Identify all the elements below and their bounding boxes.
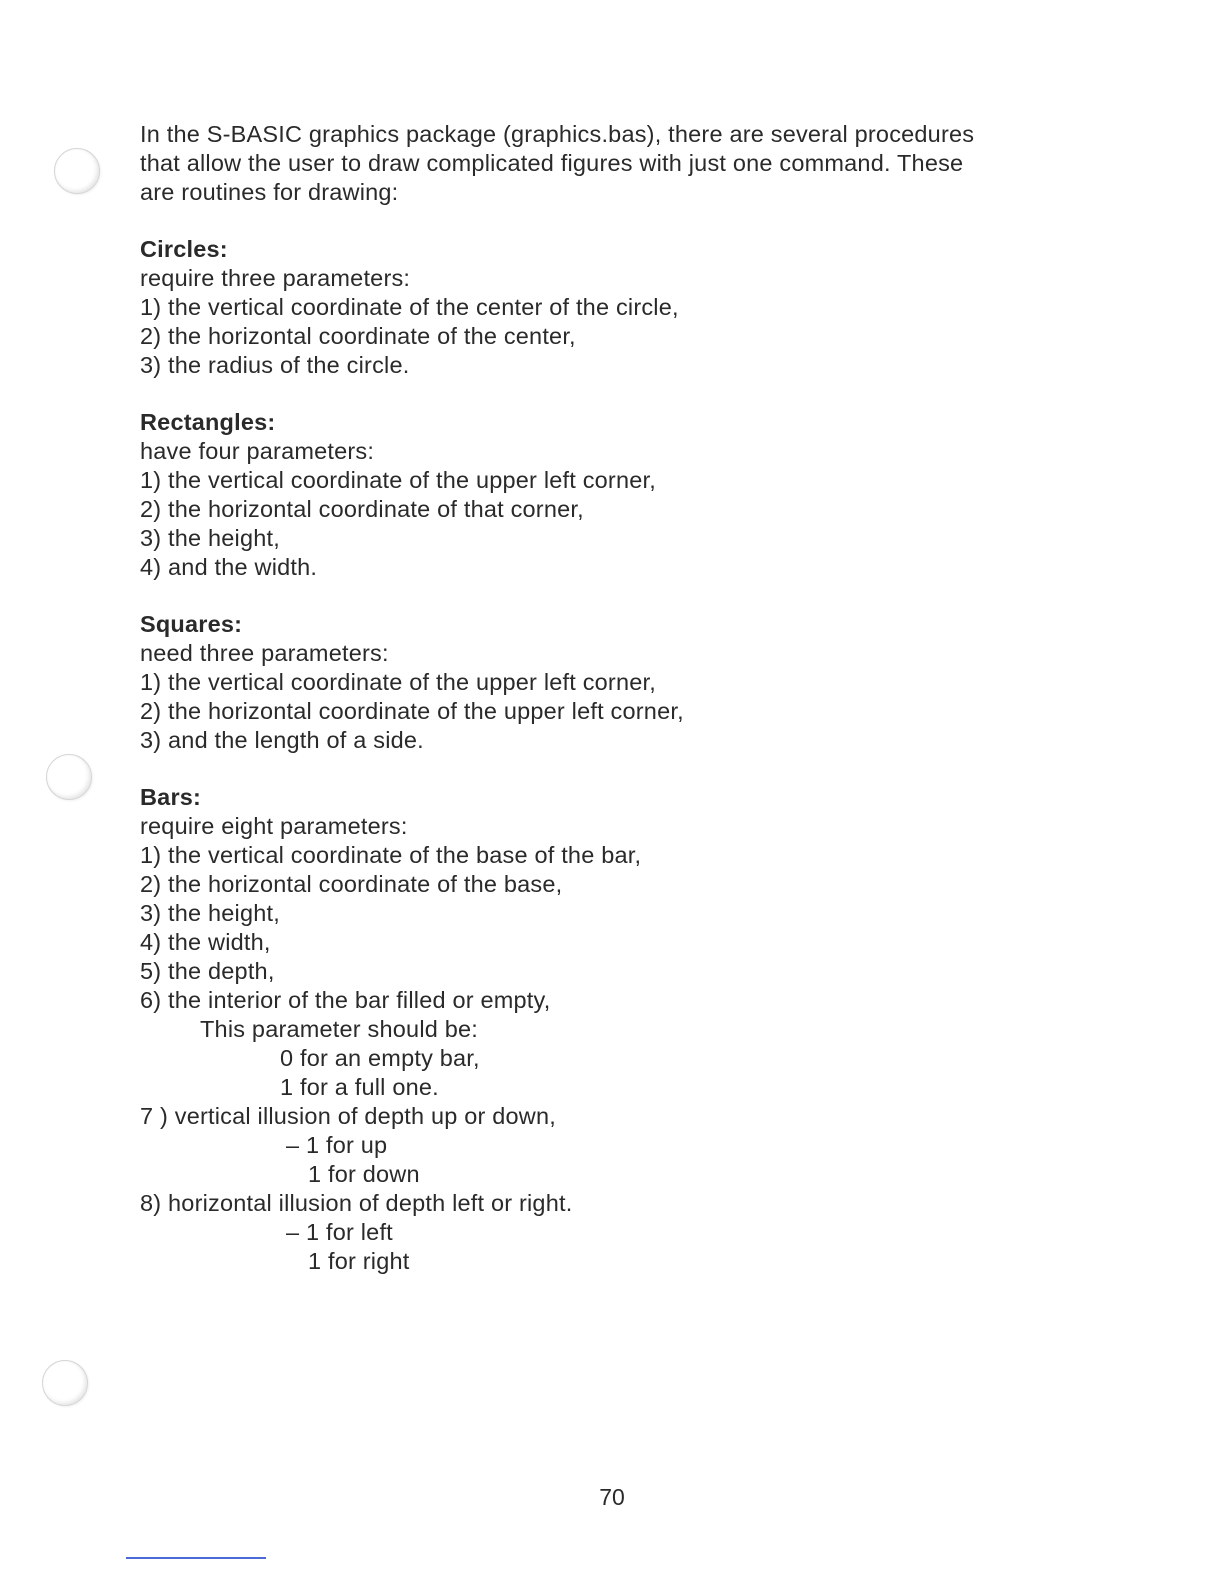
bars-param6-note: This parameter should be:	[200, 1016, 479, 1042]
circles-section	[140, 235, 1080, 380]
bars-param7: 7 ) vertical illusion of depth up or down,	[140, 1103, 556, 1129]
page-content	[140, 120, 1080, 1304]
squares-heading: Squares:	[140, 611, 243, 637]
circles-line: 2) the horizontal coordinate of the center,	[140, 323, 576, 349]
circles-line: 1) the vertical coordinate of the center of the circle,	[140, 294, 679, 320]
circles-line: 3) the radius of the circle.	[140, 352, 410, 378]
squares-line: 2) the horizontal coordinate of the upper left corner,	[140, 698, 684, 724]
squares-section	[140, 610, 1080, 755]
circles-heading: Circles:	[140, 236, 228, 262]
bars-param8: 8) horizontal illusion of depth left or right.	[140, 1190, 573, 1216]
bars-section	[140, 783, 1080, 1276]
binder-hole	[42, 1360, 88, 1406]
intro-line: that allow the user to draw complicated figures with just one command. These	[140, 150, 964, 176]
rectangles-line: have four parameters:	[140, 438, 375, 464]
bars-line: 4) the width,	[140, 929, 271, 955]
bars-param7-option: 1 for down	[308, 1161, 420, 1187]
intro-line: In the S-BASIC graphics package (graphics.bas), there are several procedures	[140, 121, 975, 147]
rectangles-heading: Rectangles:	[140, 409, 276, 435]
bars-line: 3) the height,	[140, 900, 280, 926]
bars-param6-option: 1 for a full one.	[280, 1074, 439, 1100]
bars-param7-option: – 1 for up	[286, 1132, 388, 1158]
rectangles-line: 2) the horizontal coordinate of that corner,	[140, 496, 584, 522]
bars-line: 1) the vertical coordinate of the base of the bar,	[140, 842, 642, 868]
intro-line: are routines for drawing:	[140, 179, 399, 205]
squares-line: 3) and the length of a side.	[140, 727, 424, 753]
binder-hole	[54, 148, 100, 194]
rectangles-line: 4) and the width.	[140, 554, 318, 580]
footer-rule	[126, 1557, 266, 1559]
bars-line: 6) the interior of the bar filled or empty,	[140, 987, 551, 1013]
bars-line: 5) the depth,	[140, 958, 275, 984]
page-number: 70	[599, 1484, 625, 1510]
rectangles-line: 3) the height,	[140, 525, 280, 551]
bars-line: 2) the horizontal coordinate of the base,	[140, 871, 563, 897]
binder-hole	[46, 754, 92, 800]
rectangles-section	[140, 408, 1080, 582]
bars-param8-option: 1 for right	[308, 1248, 410, 1274]
bars-param8-option: – 1 for left	[286, 1219, 393, 1245]
bars-line: require eight parameters:	[140, 813, 408, 839]
circles-line: require three parameters:	[140, 265, 411, 291]
intro-paragraph	[140, 120, 1070, 207]
squares-line: need three parameters:	[140, 640, 389, 666]
bars-heading: Bars:	[140, 784, 202, 810]
bars-param6-option: 0 for an empty bar,	[280, 1045, 480, 1071]
squares-line: 1) the vertical coordinate of the upper left corner,	[140, 669, 656, 695]
rectangles-line: 1) the vertical coordinate of the upper left corner,	[140, 467, 656, 493]
